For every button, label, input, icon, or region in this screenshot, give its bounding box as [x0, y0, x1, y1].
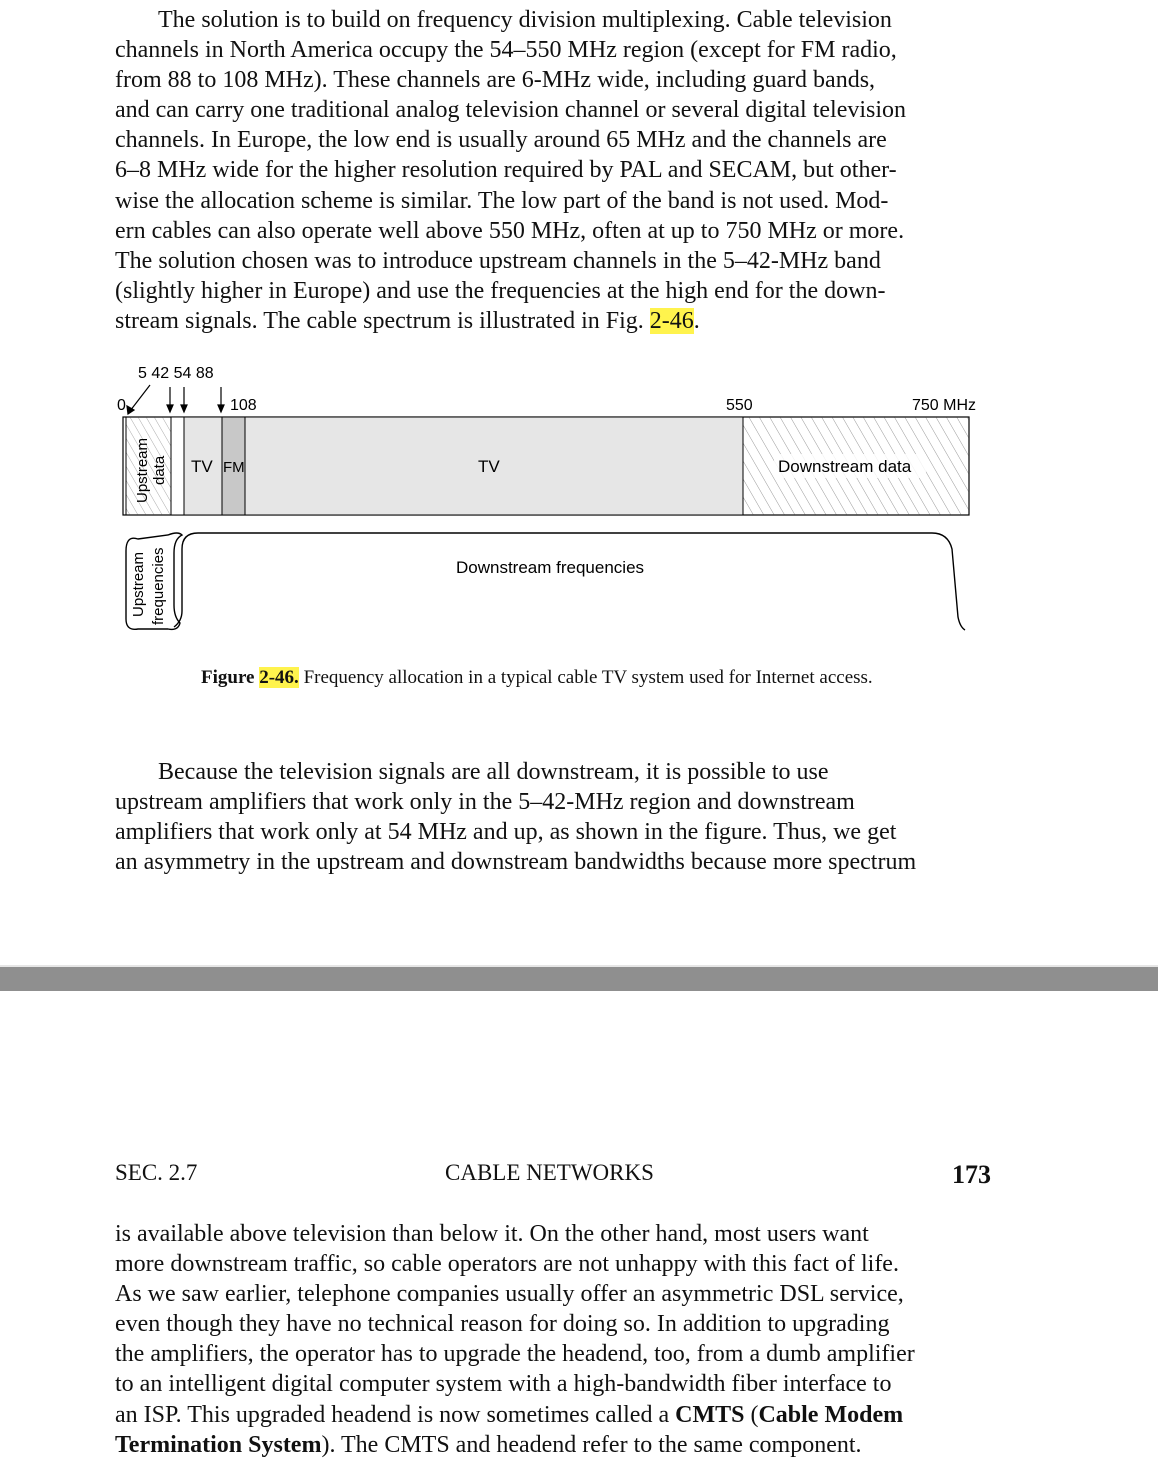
text-line: and can carry one traditional analog television channel or several digital television — [115, 97, 907, 124]
text-line: As we saw earlier, telephone companies usually offer an asymmetric DSL service, — [115, 1281, 904, 1308]
text-line: more downstream traffic, so cable operators are not unhappy with this fact of life. — [115, 1251, 899, 1278]
text-line: wise the allocation scheme is similar. The low part of the band is not used. Mod- — [115, 187, 889, 214]
label-upstream-freq-2: frequencies — [150, 547, 167, 625]
figure-caption: Figure 2-46. Frequency allocation in a typical cable TV system used for Internet access. — [201, 667, 873, 688]
text-line: channels. In Europe, the low end is usually around 65 MHz and the channels are — [115, 127, 887, 154]
text-line-last: stream signals. The cable spectrum is illustrated in Fig. 2-46. — [115, 307, 700, 334]
section-label: SEC. 2.7 — [115, 1160, 198, 1185]
label-upstream-data-1: Upstream — [134, 437, 151, 503]
intro-paragraph — [115, 5, 991, 336]
text-line: amplifiers that work only at 54 MHz and up, as shown in the figure. Thus, we get — [115, 819, 897, 846]
tick-label-108: 108 — [230, 397, 257, 414]
label-upstream-freq-1: Upstream — [130, 551, 147, 617]
text-line: an asymmetry in the upstream and downstream bandwidths because more spectrum — [115, 849, 917, 876]
page-number: 173 — [952, 1160, 991, 1189]
cmts-expansion: Cable Modem — [758, 1401, 904, 1428]
figure-reference-link[interactable]: 2-46 — [649, 307, 694, 334]
text-line: The solution is to build on frequency division multiplexing. Cable television — [158, 7, 892, 33]
text-line: even though they have no technical reason for doing so. In addition to upgrading — [115, 1311, 890, 1338]
text-line: ern cables can also operate well above 550 MHz, often at up to 750 MHz or more. — [115, 217, 905, 244]
label-downstream-freq: Downstream frequencies — [456, 558, 645, 577]
running-header — [115, 1160, 991, 1190]
text-line-last: Termination System). The CMTS and headend refer to the same component. — [115, 1431, 862, 1458]
text-line: is available above television than below it. On the other hand, most users want — [115, 1221, 869, 1247]
text-line: from 88 to 108 MHz). These channels are 6-MHz wide, including guard bands, — [115, 67, 876, 94]
band-guard — [171, 417, 184, 515]
tick-label-0: 0 — [117, 397, 126, 414]
text-line: 6–8 MHz wide for the higher resolution required by PAL and SECAM, but other- — [115, 157, 897, 184]
label-fm: FM — [223, 459, 245, 476]
text-line: to an intelligent digital computer system with a high-bandwidth fiber interface to — [115, 1371, 892, 1398]
continued-paragraph — [115, 1219, 991, 1460]
tick-label-550: 550 — [726, 397, 753, 414]
page-separator — [0, 965, 1158, 991]
second-paragraph — [115, 757, 991, 877]
text-line: channels in North America occupy the 54–550 MHz region (except for FM radio, — [115, 37, 897, 64]
text-line: The solution chosen was to introduce upstream channels in the 5–42-MHz band — [115, 247, 881, 274]
tick-arrows — [127, 385, 224, 414]
text-line: (slightly higher in Europe) and use the frequencies at the high end for the down- — [115, 277, 886, 304]
text-line: the amplifiers, the operator has to upgrade the headend, too, from a dumb amplifier — [115, 1341, 915, 1368]
tick-label-750: 750 MHz — [912, 397, 977, 414]
downstream-brace — [174, 533, 965, 630]
figure-number: 2-46. — [259, 667, 299, 688]
label-downstream-data: Downstream data — [778, 457, 912, 476]
chapter-title: CABLE NETWORKS — [445, 1160, 654, 1185]
text-line: an ISP. This upgraded headend is now sometimes called a CMTS (Cable Modem — [115, 1401, 904, 1428]
tick-label-group: 5 42 54 88 — [138, 365, 214, 382]
cable-spectrum-figure — [110, 355, 990, 645]
label-upstream-data-2: data — [151, 455, 168, 485]
label-tv-main: TV — [478, 457, 500, 476]
text-line: Because the television signals are all downstream, it is possible to use — [158, 759, 829, 785]
cmts-term: CMTS — [675, 1401, 745, 1428]
text-line: upstream amplifiers that work only in the 5–42-MHz region and downstream — [115, 789, 855, 816]
label-tv-low: TV — [191, 457, 213, 476]
